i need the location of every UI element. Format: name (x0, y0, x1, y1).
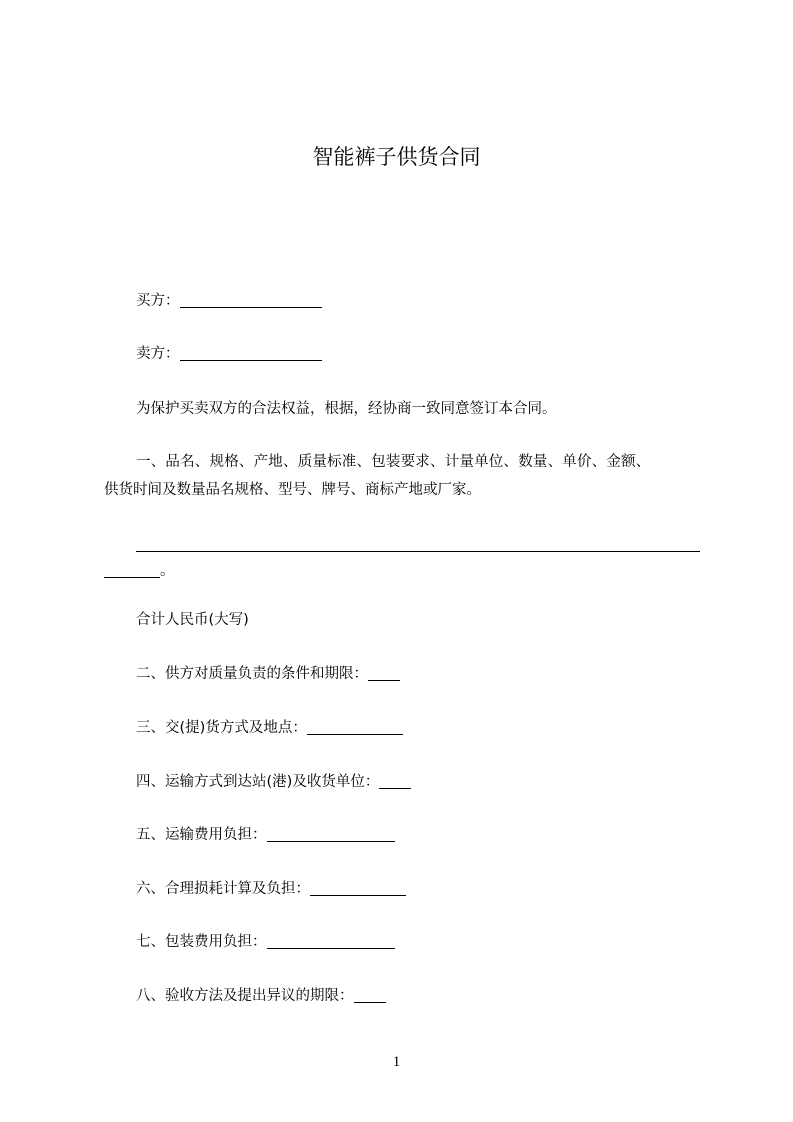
page-number: 1 (392, 1054, 401, 1070)
clause-3: 三、交(提)货方式及地点： (136, 720, 307, 736)
clause-3-blank[interactable] (307, 716, 403, 735)
clause-6-line (104, 875, 736, 903)
clause-3-line (104, 714, 736, 742)
clause-8: 八、验收方法及提出异议的期限： (136, 988, 354, 1004)
clause-7-blank[interactable] (267, 930, 395, 949)
seller-line (104, 340, 736, 368)
total-label: 合计人民币(大写) (136, 612, 249, 628)
clause-5: 五、运输费用负担： (136, 827, 267, 843)
buyer-label: 买方： (136, 293, 180, 309)
spec-blank-1[interactable] (136, 533, 700, 552)
buyer-line (104, 287, 736, 315)
clause-6-blank[interactable] (310, 877, 406, 896)
spec-blank-end: 。 (160, 563, 175, 579)
preamble: 为保护买卖双方的合法权益，根据，经协商一致同意签订本合同。 (136, 401, 557, 417)
spec-blank-line-1 (104, 531, 736, 559)
clause-5-line (104, 821, 736, 849)
clause-4: 四、运输方式到达站(港)及收货单位： (136, 774, 380, 790)
document-title: 智能裤子供货合同 (312, 145, 481, 169)
clause-6: 六、合理损耗计算及负担： (136, 881, 310, 897)
spec-blank-line-2 (104, 557, 704, 585)
clause-7: 七、包装费用负担： (136, 934, 267, 950)
clause-2-blank[interactable] (368, 662, 400, 681)
clause-8-blank[interactable] (354, 984, 386, 1003)
clause-2: 二、供方对质量负责的条件和期限： (136, 666, 368, 682)
clause-8-line (104, 982, 736, 1010)
clause-4-blank[interactable] (379, 770, 411, 789)
clause-5-blank[interactable] (267, 823, 395, 842)
seller-blank[interactable] (180, 342, 322, 361)
seller-label: 卖方： (136, 346, 180, 362)
buyer-blank[interactable] (180, 289, 322, 308)
clause-1-line-2: 供货时间及数量品名规格、型号、牌号、商标产地或厂家。 (104, 482, 481, 498)
spec-blank-2[interactable] (104, 559, 160, 578)
clause-7-line (104, 928, 736, 956)
clause-1-line-1: 一、品名、规格、产地、质量标准、包装要求、计量单位、数量、单价、金额、 (136, 454, 651, 470)
clause-4-line (104, 768, 736, 796)
clause-2-line (104, 660, 736, 688)
